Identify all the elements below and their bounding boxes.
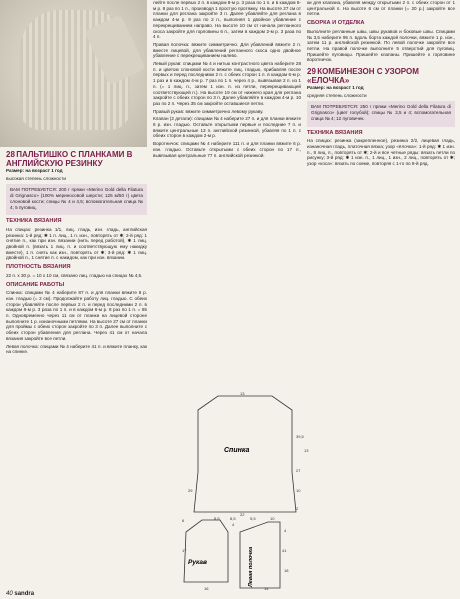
materials-box [6,184,147,215]
dimension-label: 22 [240,512,245,517]
left-sleeve-text: Левый рукав: спицами № 4 и нитью контрастного цвета наберите 28 п. и цветом слоновой кости вяжите лиц. гладью, прибавляя после первых и перед последними 2 п. с обеих сторон 1 п. в каждом 6-м р. 1 раз и в каждом 4-м р. 7 раз по 1 п. через 4 р., вывязывая 2 п. из 1 п. (= 1 лиц. п., затем 1 изн. п. из петли, перекрещивающей соответствующей п.). На высоте 19 см от нижнего края для реглана закройте с обеих сторон по 3 п. Далее убавляйте в каждом 4-м р. 10 раз по 2 п. Через 35 см закройте оставшиеся петли. [153,61,301,106]
left-front-text: Левая полочка: спицами № 4 наберите 41 п. и вяжите планку, как на спинке. [6,343,147,355]
brand-name: sandra [14,591,35,597]
article-29 [307,67,455,167]
article29-materials-box [307,101,455,126]
pattern-schema [180,392,320,592]
density-heading: ПЛОТНОСТЬ ВЯЗАНИЯ [6,264,71,271]
size-line: Размер: на возраст 1 год [6,168,63,173]
right-front-text: Правая полочка: вяжите симметрично. Для убавлений вяжите 2 п. вместе лицевой, для убавлений регланного скоса одно двойное убавление с перекрещиванием налево. [153,41,301,59]
dimension-label: 10 [296,488,301,493]
article29-tech-heading: ТЕХНИКА ВЯЗАНИЯ [307,129,363,136]
page-footer [6,591,34,597]
dimension-label: 39,5 [296,434,304,439]
article29-title: КОМБИНЕЗОН С УЗОРОМ «ЕЛОЧКА» [307,67,419,86]
tech-text: На спицах: резинка 1/1, лиц. гладь, изн. гладь, английская резинка: 1-й ряд: ✱ 1 п. лиц., 1 п. изн., повторять от ✱; 2-й ряд: 1 снятие п., как при изн. вязании (нить перед работой), ✱ 1 лиц. двойной п. (вязать 1 лиц. п. и соответствующую ему накидку вместе), 1 п. снять как изн., повторять от ✱; 3-й ряд: ✱ 1 лиц. двойной п., 1 снятие п. с накидом, как при изн. вязании. [6,226,147,261]
sleeve-label: Рукав [188,559,207,566]
dimension-label: 10 [270,516,275,521]
back-label: Спинка [224,447,250,454]
dimension-label: 5,5 [250,516,256,521]
dimension-label: 13 [304,448,309,453]
col2-text1: лейте после первых 2 п. в каждом 8-м р. 3 раза по 1 п. и в каждом 6-м р. 8 раз по 1 п., производя 1 простую протяжку. На высоте 27 см от планки для реглана закройте 3 п. Далее убавляйте для реглана в каждом 4-м р. 9 раз по 2 п., выполняя 1 двойное убавление с перекрещиванием направо. На высоте 10 см от начала регланного скоса закройте для горловины 6 п., затем в каждом 2-м р. 3 раза по 4 п. [153,0,301,40]
article-number: 28 [6,150,15,159]
dimension-label: 27 [296,468,301,473]
materials-text: ВАМ ПОТРЕБУЕТСЯ: 200 г пряжи «Merino Gold della Filatura di Grignasco» (100% мериносовой шерсти; 125 м/50 г) цвета слоновой кости; спицы № 4 и 4,5; вспомогательная спица № 4; 5 пуговиц. [10,187,143,210]
work-heading: ОПИСАНИЕ РАБОТЫ [6,281,65,288]
right-sleeve-text: Правый рукав: вяжите симметрично левому рукаву. [153,108,264,114]
density-text: 22 п. х 30 р. = 10 х 10 см, связано лиц. гладью на спицах № 4,5. [6,272,143,278]
assembly-text: Выполните регланные швы, швы рукавов и боковые швы. Спицами № 3,5 наберите 95 п. вдоль борта каждой полочки, вяжите 1 р. изн., затем 11 р. английской резинкой. По левой полочке закройте все петли. На правой полочке выполните 5 отверстий для пуговиц. Пришейте пуговицы. Пришейте клапаны. Пришейте к горловине воротничок. [307,28,455,63]
middle-column [153,0,301,160]
dimension-label: 13 [240,392,245,396]
dimension-label: 8,5 [214,516,220,521]
page-number: 40 [6,591,13,597]
front-label: Левая полочка [248,546,254,587]
dimension-label: 4 [284,528,287,533]
article29-tech-text: На спицах: резинка (закрепленное), резинка 2/2, лицевая гладь, изнаночная гладь, платочная вязка; узор «ёлочка»: 1-й ряд: ✱ 1 изн. п., 8 лиц. п., повторять от ✱; 2-й и все четные ряды: вязать петли по рисунку; 3-й ряд: ✱ 1 изн. п., 1 лиц., 1 изн., 2 лиц., повторять от ✱; узор «коса»: вязать по схеме, повторяя с 1-го по 8-й ряд. [307,138,455,167]
collar-text: Воротничок: спицами № 4 наберите 111 п. и для планки вяжите 6 р. изн. гладью. Оставьте открытыми с обеих сторон по 17 п., вывязывая центральные 77 п. английской резинкой. [153,141,301,158]
dimension-label: 8,5 [230,516,236,521]
article29-materials: ВАМ ПОТРЕБУЕТСЯ: 250 г пряжи «Merino Gold della Filatura di Grignasco» (цвет голубой); спицы № 3,5 и 4; вспомогательная спица № 4; 12 пуговичек. [311,104,451,121]
tech-heading: ТЕХНИКА ВЯЗАНИЯ [6,218,62,225]
dimension-label: 29 [188,488,193,493]
dimension-label: 6 [182,518,185,523]
coat-photo [0,0,147,147]
back-outline [194,396,296,512]
assembly-heading: СБОРКА И ОТДЕЛКА [307,20,365,27]
col3-text1: ки для клапана, убавляя между открытыми 2 п. с обеих сторон от 1 центральной п. На высоте 6 см от планки (= 20 р.) закройте все петли. [307,0,455,17]
pocket-text: Клапан (2 детали): спицами № 4 наберите 27 п. и для планки вяжите 6 р. изн. гладью. Оставьте открытыми первые и последние 7 п. и вяжите центральные 13 п. английской резинкой, убавляя по 1 п. с обеих сторон в каждом 2-м р. [153,116,301,139]
article-title: ПАЛЬТИШКО С ПЛАНКАМИ В АНГЛИЙСКУЮ РЕЗИНКУ [6,150,133,168]
dimension-label: 17 [182,548,187,553]
dimension-label: 14 [264,586,269,591]
right-column [307,0,455,169]
dimension-label: 2 [296,506,299,511]
article29-size: Размер: на возраст 1 год [307,85,364,91]
article29-difficulty: средняя степень сложности [307,92,367,98]
dimension-label: 18 [284,568,289,573]
front-outline [240,522,280,588]
dimension-label: 16 [204,586,209,591]
sleeve-outline [184,520,228,582]
dimension-label: 41 [282,548,287,553]
article29-number: 29 [307,67,316,77]
difficulty: высокая степень сложности [6,175,66,181]
dimension-label: 4 [232,522,235,527]
work-text: Спинка: спицами № 4 наберите 87 п. и для планки вяжите 6 р. изн. гладью (= 2 см). Продолжайте работу лиц. гладью. С обеих сторон убавляйте после первых 2 п. и перед последними 2 п. в каждом 8-м р. 3 раза по 1 п. и в каждом 6-м р. 8 раз по 1 п. = 65 п. Одновременно через 11 см от планки на лицевой стороне выполните 1 р. изнаночными петлями. На высоте 27 см от планки для проймы с обеих сторон закройте по 3 п. Далее выполните с обеих сторон убавления для реглана. Через 41 см от начала вязания закройте все петли. [6,290,147,341]
article-28 [6,150,147,357]
